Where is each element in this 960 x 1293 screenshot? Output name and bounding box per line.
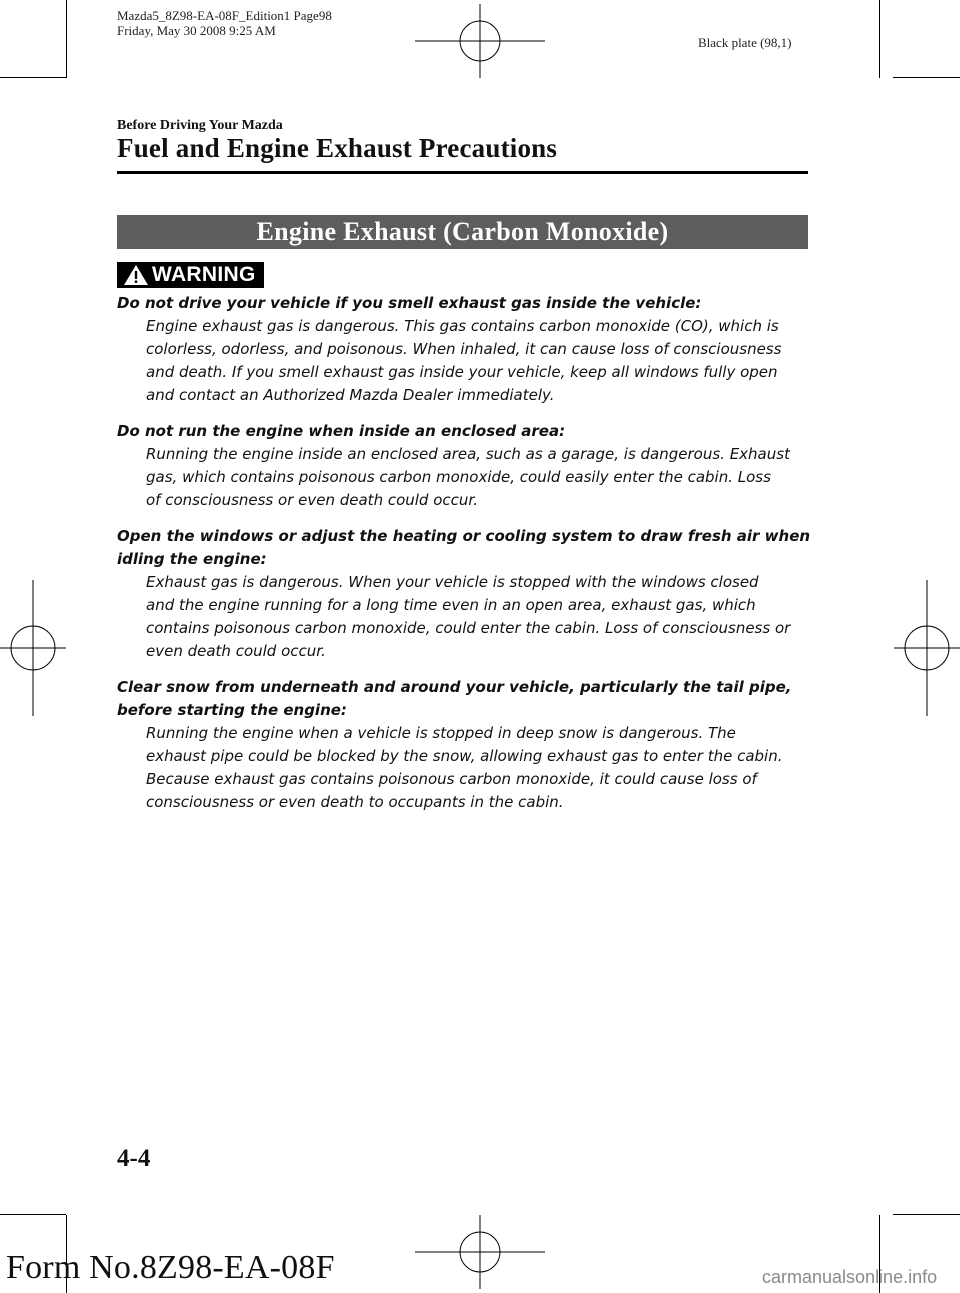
warning-item-heading: Open the windows or adjust the heating or cooling system to draw fresh air when idling the engine:	[117, 527, 811, 568]
watermark: carmanualsonline.info	[762, 1267, 938, 1287]
warning-item-body: Exhaust gas is dangerous. When your vehicle is stopped with the windows closed and the engine running for a long time even in an open area, exhaust gas, which contains poisonous carbon monoxide, could enter the cabin. Loss of consciousness or even death could occur.	[146, 573, 791, 660]
warning-content	[117, 292, 817, 827]
registration-target-left-icon	[0, 580, 66, 716]
warning-triangle-icon	[123, 264, 149, 286]
section-banner: Engine Exhaust (Carbon Monoxide)	[117, 215, 808, 249]
page-number: 4-4	[117, 1145, 151, 1172]
warning-item-heading: Do not run the engine when inside an enclosed area:	[117, 422, 566, 440]
date-line: Friday, May 30 2008 9:25 AM	[117, 23, 276, 38]
warning-item-body: Running the engine inside an enclosed area, such as a garage, is dangerous. Exhaust gas, which contains poisonous carbon monoxide, could easily enter the cabin. Loss of consciousness or even death could occur.	[146, 445, 790, 509]
title-rule	[117, 171, 808, 174]
warning-item-body: Running the engine when a vehicle is stopped in deep snow is dangerous. The exhaust pipe could be blocked by the snow, allowing exhaust gas to enter the cabin. Because exhaust gas contains poisonous carbon monoxide, it could cause loss of consciousness or even death to occupants in the cabin.	[146, 724, 783, 811]
form-number: Form No.8Z98-EA-08F	[6, 1249, 335, 1286]
registration-target-right-icon	[894, 580, 960, 716]
warning-badge	[117, 262, 264, 288]
plate-label: Black plate (98,1)	[698, 35, 792, 50]
warning-item	[117, 676, 817, 814]
warning-item-heading: Do not drive your vehicle if you smell exhaust gas inside the vehicle:	[117, 294, 702, 312]
registration-target-bottom-icon	[415, 1215, 545, 1289]
warning-item-heading: Clear snow from underneath and around your vehicle, particularly the tail pipe, before starting the engine:	[117, 678, 792, 719]
page-title: Fuel and Engine Exhaust Precautions	[117, 133, 558, 163]
registration-target-top-icon	[415, 4, 545, 78]
warning-item	[117, 292, 817, 407]
warning-item	[117, 420, 817, 512]
warning-item-body: Engine exhaust gas is dangerous. This gas contains carbon monoxide (CO), which is colorless, odorless, and poisonous. When inhaled, it can cause loss of consciousness and death. If you smell exhaust gas inside your vehicle, keep all windows fully open and contact an Authorized Mazda Dealer immediately.	[146, 317, 782, 404]
warning-item	[117, 525, 817, 663]
section-label: Before Driving Your Mazda	[117, 118, 283, 133]
warning-label: WARNING	[152, 263, 256, 286]
file-info-line: Mazda5_8Z98-EA-08F_Edition1 Page98	[117, 8, 332, 23]
